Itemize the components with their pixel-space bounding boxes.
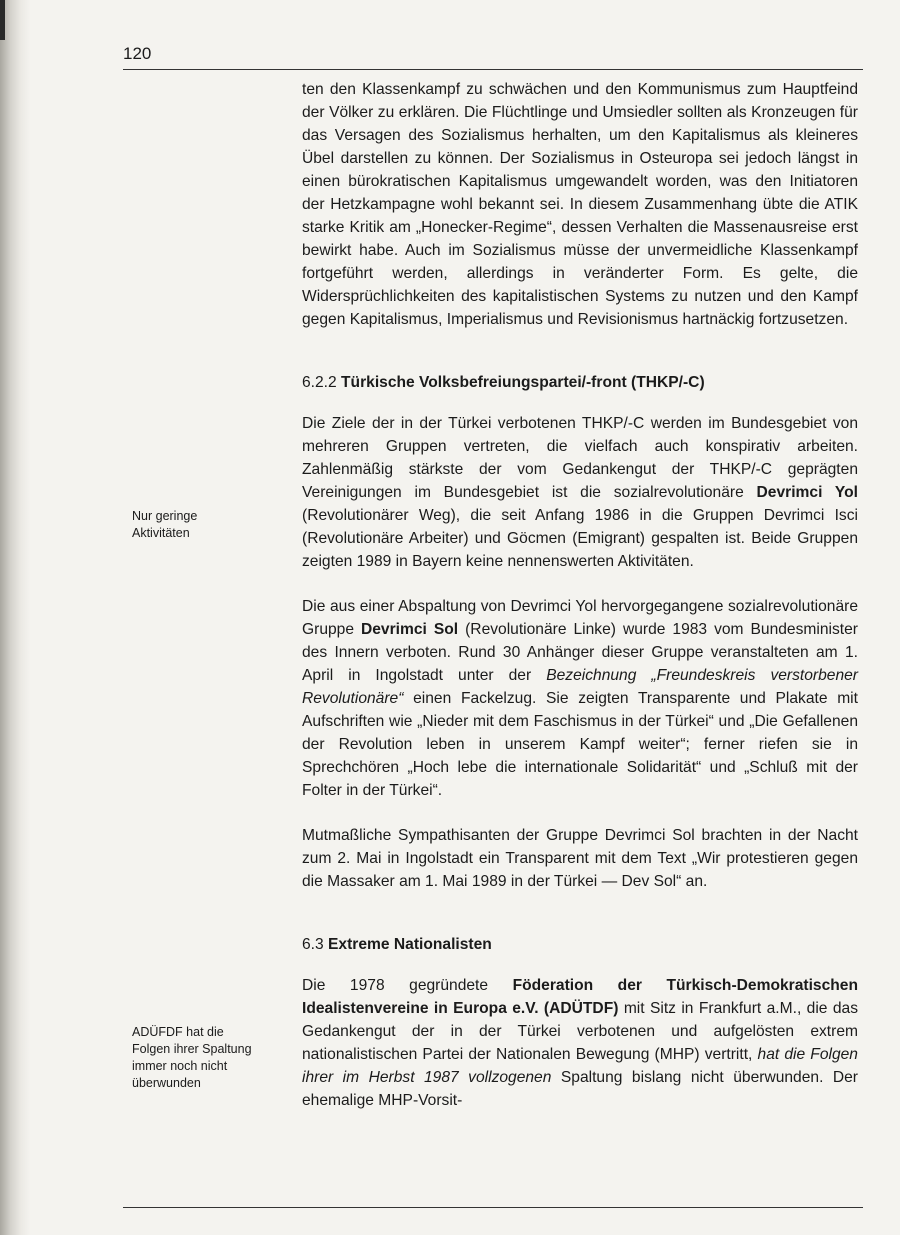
header-rule <box>123 69 863 70</box>
org-name-devrimci-yol: Devrimci Yol <box>756 484 858 501</box>
italic-run: hat die Folgen ihrer im Herbst 1987 vollzogenen <box>302 1046 858 1086</box>
page-number: 120 <box>123 44 152 63</box>
text-run: Die Ziele der in der Türkei verbotenen THKP/-C werden im Bundesgebiet von mehreren Gruppen vertreten, die vielfach auch konspirativ arbeiten. Zahlenmäßig stärkste der vom Gedankengut der THKP/-C geprägten Vereinigungen im Bundesgebiet ist die sozialrevolutionäre <box>302 415 858 501</box>
paragraph-aduetdf <box>302 974 858 1112</box>
text-run: Die aus einer Abspaltung von Devrimci Yol hervorgegangene sozialrevolutionäre Gruppe <box>302 598 858 638</box>
section-title: Extreme Nationalisten <box>328 936 492 953</box>
paragraph-continued: ten den Klassenkampf zu schwächen und den Kommunismus zum Hauptfeind der Völker zu erklären. Die Flüchtlinge und Umsiedler sollten als Kronzeugen für das Versagen des Sozialismus herhalten, um den Kapitalismus als kleineres Übel darstellen zu können. Der Sozialismus in Osteuropa sei jedoch längst in einen bürokratischen Kapitalismus umgewandelt worden, was den Initiatoren der Hetzkampagne wohl bekannt sei. In diesem Zusammenhang übte die ATIK starke Kritik am „Honecker-Regime“, dessen Verhalten die Massenausreise erst bewirkt habe. Auch im Sozialismus müsse der unvermeidliche Klassenkampf fortgeführt werden, allerdings in veränderter Form. Es gelte, die Widersprüchlichkeiten des kapitalistischen Systems zu nutzen und den Kampf gegen Kapitalismus, Imperialismus und Revisionismus hartnäckig fortzusetzen. <box>302 81 858 328</box>
section-heading-6-3 <box>302 933 858 956</box>
footer-rule <box>123 1207 863 1208</box>
binding-edge-mark <box>0 0 5 40</box>
section-number: 6.2.2 <box>302 374 337 391</box>
paragraph-devrimci-sol <box>302 595 858 802</box>
margin-note-aduefdf: ADÜFDF hat die Folgen ihrer Spaltung immer noch nicht überwunden <box>132 1025 252 1090</box>
paragraph-sympathisanten: Mutmaßliche Sympathisanten der Gruppe Devrimci Sol brachten in der Nacht zum 2. Mai in Ingolstadt ein Transparent mit dem Text „Wir protestieren gegen die Massaker am 1. Mai 1989 in der Türkei — Dev Sol“ an. <box>302 827 858 890</box>
section-number: 6.3 <box>302 936 324 953</box>
main-text-column <box>302 78 858 1112</box>
text-run: Die 1978 gegründete <box>302 977 489 994</box>
text-run: einen Fackelzug. Sie zeigten Transparente und Plakate mit Aufschriften wie „Nieder mit dem Faschismus in der Türkei“ und „Die Gefallenen der Revolution leben in unserem Kampf weiter“; ferner riefen sie in Sprechchören „Hoch lebe die internationale Solidarität“ und „Schluß mit der Folter in der Türkei“. <box>302 690 858 799</box>
margin-note-aktivitaeten: Nur geringe Aktivitäten <box>132 509 198 540</box>
text-run: (Revolutionärer Weg), die seit Anfang 1986 in die Gruppen Devrimci Isci (Revolutionäre Arbeiter) und Göcmen (Emigrant) gespalten ist. Beide Gruppen zeigten 1989 in Bayern keine nennenswerten Aktivitäten. <box>302 507 858 570</box>
italic-run: Bezeichnung „Freundeskreis verstorbener Revolutionäre“ <box>302 667 858 707</box>
text-run: mit Sitz in Frankfurt a.M., die das Gedankengut der in der Türkei verbotenen und aufgelösten extrem nationalistischen Partei der Nationalen Bewegung (MHP) vertritt, <box>302 1000 858 1063</box>
org-name-aduetdf: Föderation der Türkisch-Demokratischen Idealistenvereine in Europa e.V. (ADÜTDF) <box>302 977 858 1017</box>
text-run: Spaltung bislang nicht überwunden. Der ehemalige MHP-Vorsit- <box>302 1069 858 1109</box>
section-title: Türkische Volksbefreiungspartei/-front (THKP/-C) <box>341 374 705 391</box>
book-binding-shadow <box>0 0 30 1235</box>
org-name-devrimci-sol: Devrimci Sol <box>361 621 459 638</box>
section-heading-6-2-2 <box>302 371 858 394</box>
text-run: (Revolutionäre Linke) wurde 1983 vom Bundesminister des Innern verboten. Rund 30 Anhänger dieser Gruppe veranstalteten am 1. April in Ingolstadt unter der <box>302 621 858 684</box>
paragraph-devrimci-yol <box>302 412 858 573</box>
